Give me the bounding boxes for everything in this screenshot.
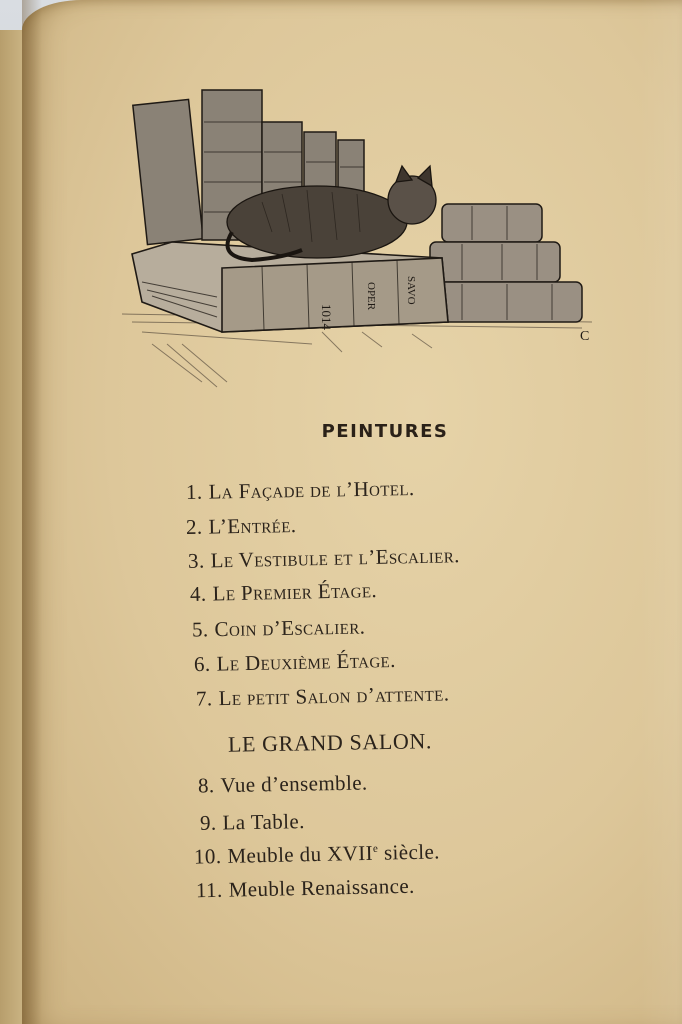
item-title: Coin d’Escalier. [214,614,366,642]
item-number: 6. [193,651,211,677]
item-title: L’Entrée. [208,513,297,539]
cat-on-books-illustration [112,82,622,402]
item-number: 9. [199,810,217,835]
spine-label-1: 1014 [319,304,334,330]
subsection-heading: LE GRAND SALON. [227,728,433,757]
page-edge-highlight [640,0,682,1024]
list-item [200,809,305,836]
item-title: Vue d’ensemble. [220,770,368,798]
list-item [194,839,440,869]
page-gutter [22,0,42,1024]
item-title-suffix: siècle. [378,839,441,865]
item-number: 4. [189,581,207,606]
list-item [196,681,450,711]
item-title: Le Vestibule et l’Escalier. [210,543,460,573]
list-item [192,614,366,642]
item-title: Le Deuxième Étage. [216,647,396,676]
spine-label-3: SAVO [405,276,417,305]
item-number: 11. [195,877,223,903]
item-number: 1. [185,479,203,504]
item-number: 5. [191,617,209,642]
list-item [190,578,378,607]
section-heading: PEINTURES [321,421,449,442]
artist-monogram: C [580,329,590,344]
spine-label-2: OPER [365,282,377,311]
item-superscript: e [372,842,379,855]
item-number: 3. [187,548,205,573]
item-title: Le petit Salon d’attente. [218,681,450,711]
item-title: La Façade de l’Hotel. [208,476,415,504]
list-item [196,874,415,904]
list-item [198,771,368,799]
list-item [194,648,396,677]
list-item [186,513,297,540]
item-number: 8. [197,773,215,798]
list-item [186,476,415,505]
item-title: Meuble Renaissance. [228,873,415,902]
item-number: 7. [195,686,213,711]
item-number: 10. [193,844,222,869]
item-number: 2. [185,514,203,539]
item-title: La Table. [222,809,305,835]
item-title: Le Premier Étage. [212,578,378,606]
item-title: Meuble du XVII [227,840,374,868]
